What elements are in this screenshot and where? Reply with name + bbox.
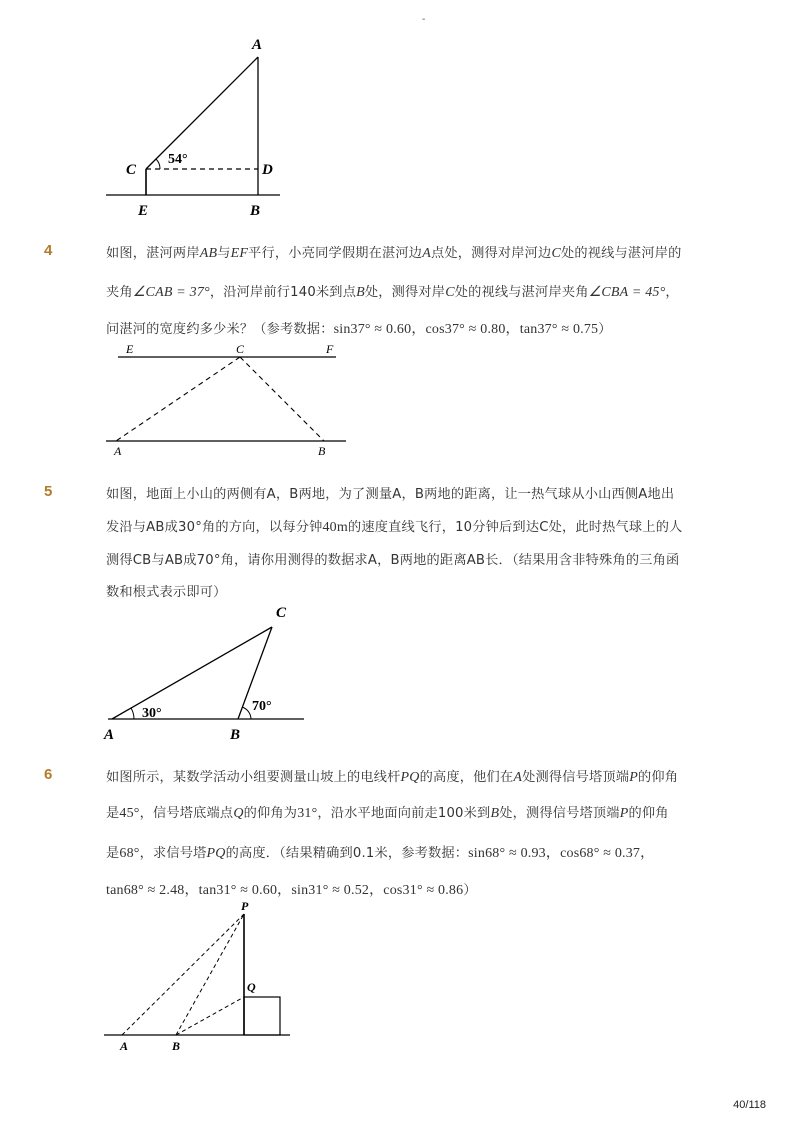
label-D: D xyxy=(262,162,273,178)
math-var: P xyxy=(629,770,638,785)
question-number-4: 4 xyxy=(44,242,53,259)
q4-line-3 xyxy=(106,318,612,338)
math-value: 40m xyxy=(322,520,348,535)
math-var: B xyxy=(356,285,365,300)
reference-data: sin37° ≈ 0.60，cos37° ≈ 0.80，tan37° ≈ 0.75 xyxy=(333,322,599,337)
q6-line-4 xyxy=(106,879,477,899)
segment-CB-dashed xyxy=(240,357,324,441)
text: 的仰角为 xyxy=(243,806,298,821)
q4-line-1 xyxy=(106,242,682,262)
question-number-5: 5 xyxy=(44,483,53,500)
building-box xyxy=(244,997,280,1035)
text: 夹角 xyxy=(106,285,133,300)
math-var: PQ xyxy=(400,770,420,785)
angle-arc xyxy=(156,159,160,169)
label-F: F xyxy=(326,342,334,356)
text: 点处，测得对岸河边 xyxy=(430,246,552,261)
text: 处测得信号塔顶端 xyxy=(522,770,630,785)
q6-line-1 xyxy=(106,766,678,786)
text: 与 xyxy=(217,246,231,261)
reference-data: tan68° ≈ 2.48，tan31° ≈ 0.60，sin31° ≈ 0.52，cos31° ≈ 0.86 xyxy=(106,883,464,898)
text: 是 xyxy=(106,806,120,821)
text: 的高度．（结果精确到0.1米，参考数据： xyxy=(225,846,469,861)
text: 的高度，他们在 xyxy=(419,770,514,785)
label-B: B xyxy=(250,203,261,219)
label-B: B xyxy=(230,727,241,743)
text: 如图所示，某数学活动小组要测量山坡上的电线杆 xyxy=(106,770,401,785)
label-E: E xyxy=(126,342,134,356)
math-var: P xyxy=(619,806,629,821)
math-var: C xyxy=(551,246,561,261)
label-P: P xyxy=(241,899,249,913)
math-var: A xyxy=(422,246,431,261)
label-B: B xyxy=(172,1039,181,1053)
label-A: A xyxy=(252,37,263,53)
label-E: E xyxy=(138,203,149,219)
math-value: 31° xyxy=(297,806,318,821)
q5-line-1: 如图，地面上小山的两侧有A，B两地，为了测量A，B两地的距离，让一热气球从小山西侧A地出 xyxy=(106,487,675,502)
math-var: Q xyxy=(233,806,244,821)
text: 是 xyxy=(106,846,120,861)
text: 平行，小亮同学假期在湛河边 xyxy=(248,246,423,261)
figure-q6 xyxy=(100,898,300,1058)
figure-q5 xyxy=(100,598,320,746)
q6-line-3 xyxy=(106,842,654,862)
q5-line-4: 数和根式表示即可） xyxy=(106,585,227,600)
text: 的速度直线飞行，10分钟后到达C处，此时热气球上的人 xyxy=(347,520,683,535)
text: ） xyxy=(463,883,477,898)
label-Q: Q xyxy=(247,980,256,994)
text: 处，测得对岸 xyxy=(364,285,446,300)
header-mark: - xyxy=(422,14,426,25)
label-C: C xyxy=(236,342,245,356)
reference-data: sin68° ≈ 0.93，cos68° ≈ 0.37， xyxy=(468,846,655,861)
math-var: C xyxy=(445,285,455,300)
sightline-BP xyxy=(176,914,244,1035)
text: 问湛河的宽度约多少米？（参考数据： xyxy=(106,322,334,337)
text: 的仰角 xyxy=(628,806,669,821)
sightline-AP xyxy=(122,914,244,1035)
math-var: PQ xyxy=(206,846,226,861)
label-angle-B: 70° xyxy=(252,699,272,714)
label-angle-A: 30° xyxy=(142,706,162,721)
math-expr: ∠CAB = 37° xyxy=(132,285,210,300)
text: ，沿河岸前行140米到点 xyxy=(209,285,357,300)
text: ， xyxy=(665,285,679,300)
text: ，沿水平地面向前走100米到 xyxy=(317,806,491,821)
q5-line-3: 测得CB与AB成70°角，请你用测得的数据求A，B两地的距离AB长．（结果用含非特殊角的三角函 xyxy=(106,553,680,568)
figure-top xyxy=(100,35,300,220)
text: 处的视线与湛河岸的 xyxy=(561,246,682,261)
segment-CA-dashed xyxy=(116,357,240,441)
label-angle: 54° xyxy=(168,152,188,167)
page-number: 40/118 xyxy=(733,1099,766,1111)
label-B: B xyxy=(318,444,326,458)
math-var: B xyxy=(490,806,500,821)
label-C: C xyxy=(126,162,137,178)
text: 的仰角 xyxy=(637,770,679,785)
text: 处的视线与湛河岸夹角 xyxy=(454,285,589,300)
math-var: EF xyxy=(230,246,249,261)
text: 发沿与AB成30°角的方向，以每分钟 xyxy=(106,520,323,535)
math-value: 68° xyxy=(119,846,140,861)
label-A: A xyxy=(114,444,122,458)
text: ） xyxy=(598,322,612,337)
text: 如图，湛河两岸 xyxy=(106,246,200,261)
angle-arc-B xyxy=(242,707,251,719)
math-var: AB xyxy=(199,246,218,261)
question-number-6: 6 xyxy=(44,766,53,783)
label-C: C xyxy=(276,605,287,621)
segment-AC xyxy=(112,627,272,719)
segment-CA xyxy=(146,57,258,169)
math-value: 45° xyxy=(119,806,140,821)
angle-arc-A xyxy=(131,708,134,719)
q4-line-2 xyxy=(106,281,679,301)
label-A: A xyxy=(120,1039,129,1053)
q5-line-2 xyxy=(106,516,682,536)
text: ，信号塔底端点 xyxy=(139,806,234,821)
text: ，求信号塔 xyxy=(139,846,207,861)
q6-line-2 xyxy=(106,802,669,822)
label-A: A xyxy=(104,727,115,743)
figure-q4 xyxy=(100,338,360,460)
text: 处，测得信号塔顶端 xyxy=(499,806,620,821)
math-expr: ∠CBA = 45° xyxy=(588,285,666,300)
math-var: A xyxy=(513,770,523,785)
